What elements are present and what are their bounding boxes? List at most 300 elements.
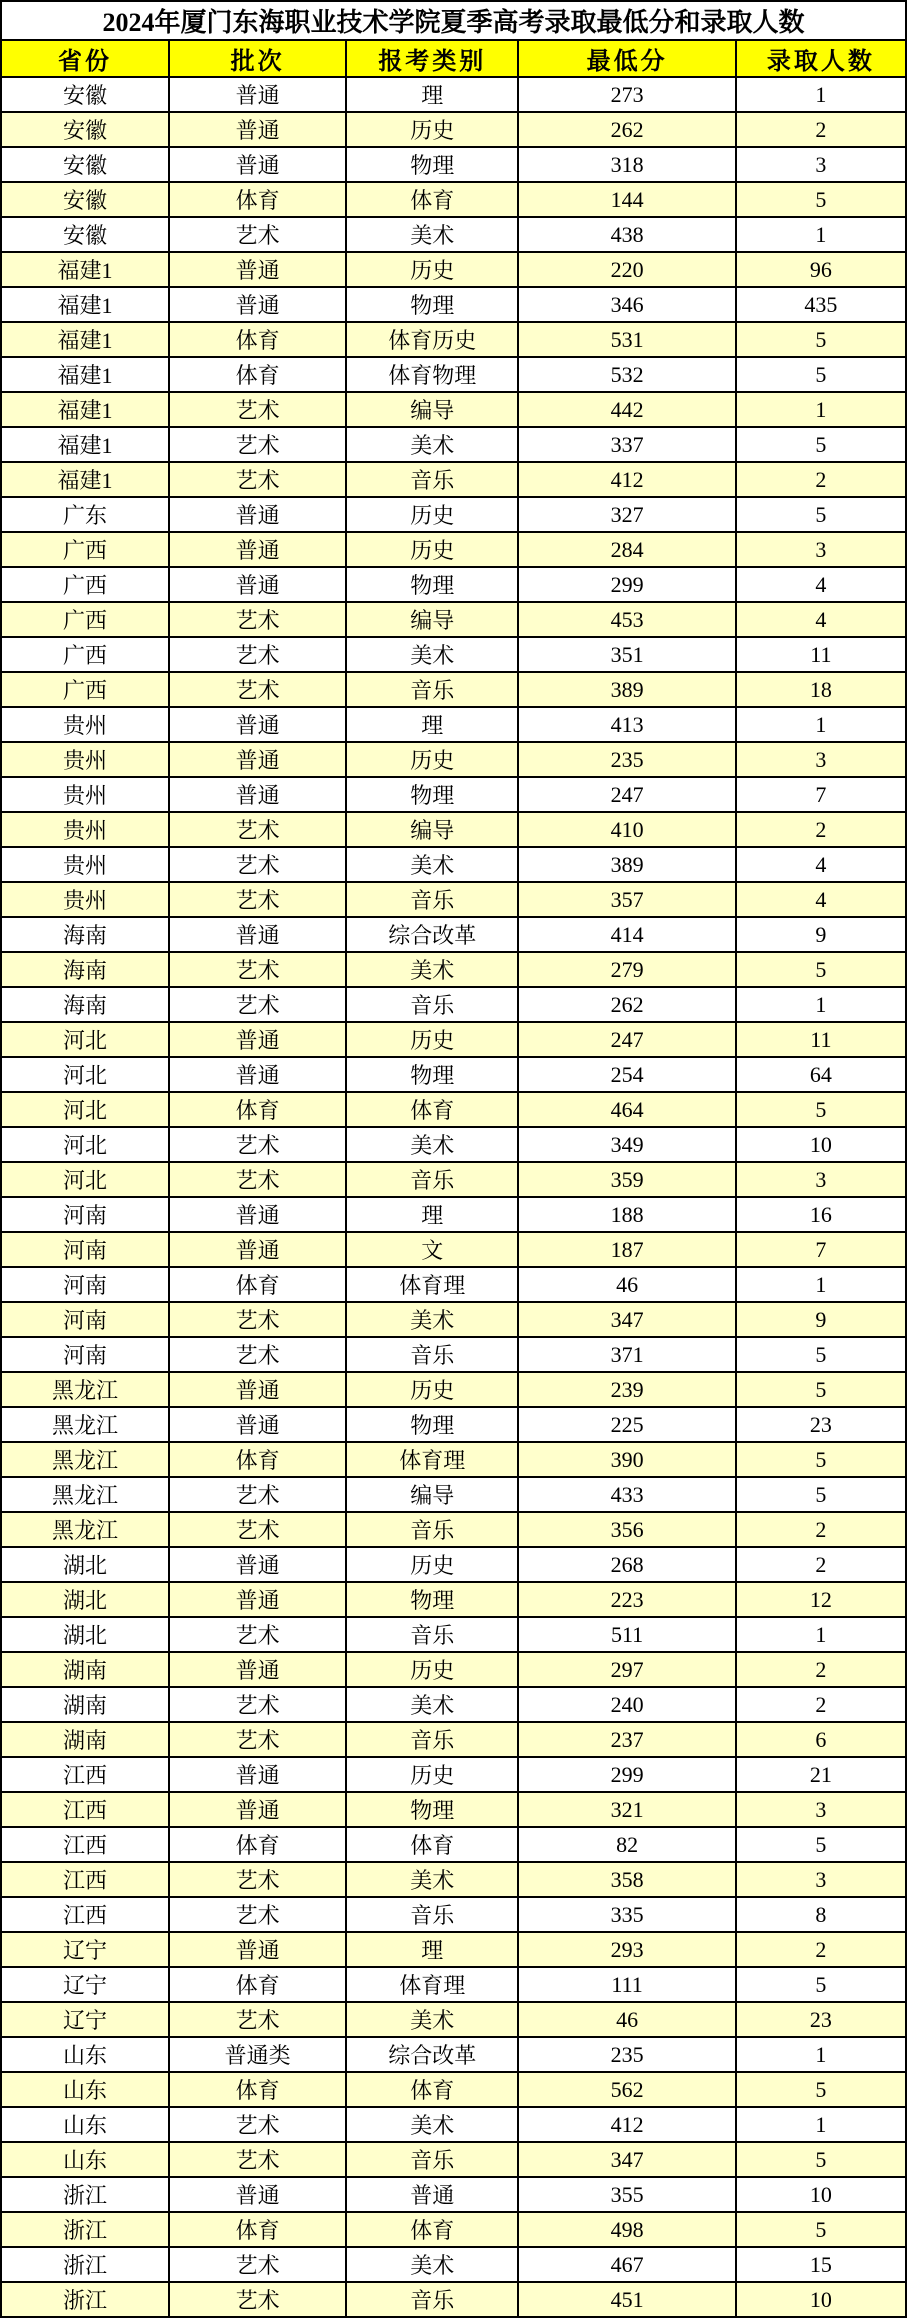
cell-batch: 艺术 [169,1337,346,1372]
cell-province: 山东 [1,2142,169,2177]
cell-admit-count: 5 [736,2072,906,2107]
cell-min-score: 335 [518,1897,735,1932]
cell-province: 黑龙江 [1,1407,169,1442]
cell-batch: 艺术 [169,2282,346,2317]
cell-province: 广西 [1,672,169,707]
cell-batch: 艺术 [169,847,346,882]
table-row [1,1722,906,1757]
cell-batch: 艺术 [169,392,346,427]
table-row [1,742,906,777]
cell-batch: 普通 [169,2177,346,2212]
cell-min-score: 225 [518,1407,735,1442]
cell-province: 安徽 [1,217,169,252]
cell-province: 安徽 [1,77,169,112]
cell-batch: 体育 [169,1267,346,1302]
table-row [1,1337,906,1372]
column-header-admit-count: 录取人数 [736,40,906,77]
column-header-min-score: 最低分 [518,40,735,77]
table-row [1,567,906,602]
cell-min-score: 46 [518,1267,735,1302]
cell-province: 河南 [1,1267,169,1302]
cell-admit-count: 5 [736,322,906,357]
cell-category: 理 [346,77,518,112]
cell-batch: 普通 [169,532,346,567]
cell-province: 江西 [1,1897,169,1932]
cell-admit-count: 3 [736,1862,906,1897]
cell-min-score: 262 [518,112,735,147]
table-row [1,2037,906,2072]
table-row [1,952,906,987]
cell-admit-count: 18 [736,672,906,707]
cell-batch: 艺术 [169,1477,346,1512]
column-header-category: 报考类别 [346,40,518,77]
table-row [1,1302,906,1337]
cell-min-score: 187 [518,1232,735,1267]
cell-batch: 艺术 [169,1617,346,1652]
cell-admit-count: 5 [736,1442,906,1477]
cell-min-score: 297 [518,1652,735,1687]
cell-category: 音乐 [346,1512,518,1547]
cell-admit-count: 1 [736,1267,906,1302]
cell-category: 物理 [346,287,518,322]
table-row [1,217,906,252]
table-row [1,1652,906,1687]
cell-admit-count: 9 [736,917,906,952]
cell-batch: 艺术 [169,1687,346,1722]
cell-batch: 普通 [169,1757,346,1792]
table-row [1,2177,906,2212]
cell-admit-count: 3 [736,742,906,777]
cell-min-score: 279 [518,952,735,987]
cell-batch: 艺术 [169,882,346,917]
cell-admit-count: 2 [736,462,906,497]
cell-category: 历史 [346,1652,518,1687]
cell-admit-count: 5 [736,497,906,532]
cell-category: 理 [346,1932,518,1967]
cell-batch: 普通 [169,1232,346,1267]
cell-category: 物理 [346,1407,518,1442]
cell-admit-count: 5 [736,1827,906,1862]
cell-min-score: 347 [518,2142,735,2177]
cell-province: 山东 [1,2107,169,2142]
table-row [1,637,906,672]
cell-batch: 艺术 [169,1722,346,1757]
cell-province: 福建1 [1,357,169,392]
cell-min-score: 144 [518,182,735,217]
cell-category: 美术 [346,2247,518,2282]
cell-province: 黑龙江 [1,1477,169,1512]
cell-min-score: 433 [518,1477,735,1512]
cell-min-score: 268 [518,1547,735,1582]
cell-admit-count: 2 [736,1932,906,1967]
table-row [1,1127,906,1162]
cell-province: 辽宁 [1,1932,169,1967]
cell-batch: 普通 [169,707,346,742]
cell-province: 湖南 [1,1687,169,1722]
cell-category: 历史 [346,532,518,567]
cell-category: 历史 [346,112,518,147]
cell-min-score: 235 [518,2037,735,2072]
table-row [1,2072,906,2107]
cell-province: 河北 [1,1127,169,1162]
cell-admit-count: 10 [736,2177,906,2212]
cell-batch: 普通 [169,567,346,602]
cell-admit-count: 435 [736,287,906,322]
cell-admit-count: 4 [736,847,906,882]
cell-category: 音乐 [346,462,518,497]
table-row [1,882,906,917]
cell-admit-count: 4 [736,602,906,637]
cell-batch: 普通 [169,287,346,322]
cell-category: 物理 [346,147,518,182]
cell-province: 河南 [1,1302,169,1337]
table-row [1,287,906,322]
table-row [1,497,906,532]
cell-batch: 普通 [169,1932,346,1967]
cell-admit-count: 2 [736,112,906,147]
cell-batch: 艺术 [169,1512,346,1547]
cell-admit-count: 1 [736,707,906,742]
cell-batch: 体育 [169,1827,346,1862]
cell-province: 湖北 [1,1582,169,1617]
cell-admit-count: 5 [736,1372,906,1407]
cell-batch: 普通 [169,1792,346,1827]
cell-category: 历史 [346,252,518,287]
cell-admit-count: 5 [736,182,906,217]
cell-category: 综合改革 [346,917,518,952]
cell-min-score: 467 [518,2247,735,2282]
cell-province: 广西 [1,532,169,567]
cell-admit-count: 5 [736,1477,906,1512]
cell-admit-count: 16 [736,1197,906,1232]
cell-admit-count: 96 [736,252,906,287]
cell-province: 山东 [1,2037,169,2072]
column-header-batch: 批次 [169,40,346,77]
cell-min-score: 46 [518,2002,735,2037]
cell-admit-count: 4 [736,882,906,917]
table-row [1,1162,906,1197]
table-row [1,1897,906,1932]
cell-category: 美术 [346,952,518,987]
cell-min-score: 337 [518,427,735,462]
cell-category: 音乐 [346,882,518,917]
cell-min-score: 262 [518,987,735,1022]
cell-batch: 艺术 [169,1127,346,1162]
table-row [1,1512,906,1547]
cell-batch: 普通 [169,1372,346,1407]
cell-category: 体育 [346,1092,518,1127]
cell-province: 黑龙江 [1,1512,169,1547]
cell-batch: 普通 [169,1582,346,1617]
cell-category: 体育理 [346,1267,518,1302]
cell-admit-count: 2 [736,1687,906,1722]
cell-min-score: 410 [518,812,735,847]
cell-category: 历史 [346,742,518,777]
cell-category: 体育理 [346,1442,518,1477]
cell-admit-count: 2 [736,812,906,847]
cell-batch: 艺术 [169,2142,346,2177]
cell-min-score: 321 [518,1792,735,1827]
cell-province: 贵州 [1,707,169,742]
cell-batch: 艺术 [169,1862,346,1897]
cell-min-score: 453 [518,602,735,637]
cell-category: 美术 [346,427,518,462]
cell-province: 安徽 [1,182,169,217]
cell-category: 美术 [346,1302,518,1337]
cell-batch: 普通 [169,1547,346,1582]
cell-admit-count: 8 [736,1897,906,1932]
table-row [1,2142,906,2177]
table-row [1,1617,906,1652]
cell-admit-count: 1 [736,392,906,427]
cell-min-score: 498 [518,2212,735,2247]
table-row [1,1547,906,1582]
cell-min-score: 247 [518,1022,735,1057]
cell-batch: 体育 [169,357,346,392]
cell-min-score: 346 [518,287,735,322]
table-row [1,1022,906,1057]
cell-batch: 艺术 [169,427,346,462]
table-row [1,917,906,952]
cell-admit-count: 4 [736,567,906,602]
table-row [1,427,906,462]
cell-batch: 体育 [169,1092,346,1127]
cell-min-score: 389 [518,847,735,882]
cell-category: 编导 [346,1477,518,1512]
cell-admit-count: 5 [736,1337,906,1372]
cell-admit-count: 11 [736,1022,906,1057]
cell-category: 编导 [346,392,518,427]
cell-min-score: 390 [518,1442,735,1477]
cell-batch: 普通 [169,742,346,777]
cell-province: 广西 [1,602,169,637]
cell-admit-count: 1 [736,77,906,112]
table-row [1,2002,906,2037]
cell-admit-count: 64 [736,1057,906,1092]
cell-batch: 体育 [169,182,346,217]
cell-min-score: 293 [518,1932,735,1967]
cell-min-score: 357 [518,882,735,917]
table-row [1,777,906,812]
cell-province: 湖北 [1,1547,169,1582]
cell-province: 海南 [1,917,169,952]
cell-province: 福建1 [1,392,169,427]
table-row [1,987,906,1022]
table-row [1,1197,906,1232]
cell-min-score: 284 [518,532,735,567]
table-row [1,1092,906,1127]
table-row [1,812,906,847]
cell-province: 辽宁 [1,1967,169,2002]
cell-category: 美术 [346,2107,518,2142]
cell-admit-count: 3 [736,1162,906,1197]
cell-province: 广西 [1,637,169,672]
cell-admit-count: 2 [736,1547,906,1582]
cell-admit-count: 11 [736,637,906,672]
cell-min-score: 223 [518,1582,735,1617]
cell-batch: 艺术 [169,602,346,637]
cell-batch: 普通 [169,1022,346,1057]
cell-min-score: 532 [518,357,735,392]
cell-min-score: 237 [518,1722,735,1757]
cell-category: 历史 [346,1757,518,1792]
cell-min-score: 359 [518,1162,735,1197]
table-row [1,1792,906,1827]
cell-province: 河南 [1,1197,169,1232]
cell-province: 河北 [1,1092,169,1127]
cell-batch: 艺术 [169,1302,346,1337]
cell-min-score: 358 [518,1862,735,1897]
cell-province: 安徽 [1,112,169,147]
cell-category: 音乐 [346,1897,518,1932]
cell-province: 河北 [1,1022,169,1057]
cell-admit-count: 1 [736,987,906,1022]
cell-batch: 艺术 [169,1162,346,1197]
cell-min-score: 414 [518,917,735,952]
column-header-province: 省份 [1,40,169,77]
cell-category: 音乐 [346,1617,518,1652]
cell-batch: 普通 [169,112,346,147]
cell-min-score: 299 [518,1757,735,1792]
cell-min-score: 356 [518,1512,735,1547]
cell-category: 音乐 [346,2142,518,2177]
cell-category: 音乐 [346,1162,518,1197]
cell-category: 音乐 [346,2282,518,2317]
table-row [1,252,906,287]
table-row [1,532,906,567]
cell-category: 普通 [346,2177,518,2212]
cell-min-score: 254 [518,1057,735,1092]
cell-province: 浙江 [1,2282,169,2317]
cell-batch: 普通 [169,77,346,112]
cell-province: 河南 [1,1337,169,1372]
cell-min-score: 438 [518,217,735,252]
cell-category: 体育物理 [346,357,518,392]
cell-admit-count: 21 [736,1757,906,1792]
table-row [1,357,906,392]
table-row [1,147,906,182]
cell-category: 体育历史 [346,322,518,357]
cell-category: 体育 [346,1827,518,1862]
cell-category: 理 [346,1197,518,1232]
table-row [1,672,906,707]
cell-province: 福建1 [1,252,169,287]
header-row [1,40,906,77]
cell-min-score: 327 [518,497,735,532]
cell-min-score: 188 [518,1197,735,1232]
cell-province: 安徽 [1,147,169,182]
cell-admit-count: 23 [736,1407,906,1442]
cell-category: 美术 [346,217,518,252]
table-row [1,1232,906,1267]
cell-category: 体育 [346,182,518,217]
cell-category: 物理 [346,777,518,812]
cell-province: 贵州 [1,812,169,847]
cell-admit-count: 9 [736,1302,906,1337]
cell-min-score: 562 [518,2072,735,2107]
table-row [1,1582,906,1617]
cell-batch: 体育 [169,1967,346,2002]
cell-batch: 艺术 [169,987,346,1022]
cell-category: 编导 [346,812,518,847]
cell-min-score: 413 [518,707,735,742]
cell-province: 河南 [1,1232,169,1267]
cell-admit-count: 5 [736,357,906,392]
cell-province: 辽宁 [1,2002,169,2037]
table-row [1,392,906,427]
cell-admit-count: 5 [736,1967,906,2002]
cell-min-score: 451 [518,2282,735,2317]
cell-min-score: 247 [518,777,735,812]
cell-admit-count: 5 [736,427,906,462]
table-row [1,1407,906,1442]
cell-min-score: 355 [518,2177,735,2212]
cell-batch: 体育 [169,1442,346,1477]
cell-admit-count: 1 [736,217,906,252]
table-row [1,1862,906,1897]
cell-admit-count: 1 [736,2107,906,2142]
cell-province: 江西 [1,1757,169,1792]
cell-min-score: 351 [518,637,735,672]
cell-province: 江西 [1,1827,169,1862]
cell-min-score: 240 [518,1687,735,1722]
cell-admit-count: 5 [736,952,906,987]
cell-admit-count: 12 [736,1582,906,1617]
cell-min-score: 349 [518,1127,735,1162]
cell-admit-count: 7 [736,777,906,812]
cell-province: 浙江 [1,2212,169,2247]
cell-admit-count: 1 [736,1617,906,1652]
cell-admit-count: 10 [736,1127,906,1162]
cell-province: 福建1 [1,287,169,322]
cell-batch: 普通 [169,1197,346,1232]
cell-batch: 体育 [169,2072,346,2107]
cell-category: 历史 [346,497,518,532]
cell-province: 河北 [1,1162,169,1197]
cell-category: 体育 [346,2072,518,2107]
table-row [1,182,906,217]
table-row [1,2247,906,2282]
cell-batch: 艺术 [169,462,346,497]
cell-category: 美术 [346,847,518,882]
table-row [1,847,906,882]
cell-admit-count: 3 [736,532,906,567]
table-row [1,1687,906,1722]
cell-batch: 艺术 [169,2107,346,2142]
cell-batch: 艺术 [169,812,346,847]
cell-province: 广东 [1,497,169,532]
cell-province: 福建1 [1,462,169,497]
cell-min-score: 111 [518,1967,735,2002]
cell-batch: 普通 [169,1057,346,1092]
cell-admit-count: 6 [736,1722,906,1757]
cell-min-score: 511 [518,1617,735,1652]
cell-admit-count: 10 [736,2282,906,2317]
cell-category: 音乐 [346,672,518,707]
cell-admit-count: 2 [736,1512,906,1547]
cell-batch: 普通类 [169,2037,346,2072]
cell-province: 浙江 [1,2177,169,2212]
cell-batch: 普通 [169,497,346,532]
table-row [1,2282,906,2317]
cell-admit-count: 5 [736,2212,906,2247]
cell-province: 河北 [1,1057,169,1092]
cell-min-score: 318 [518,147,735,182]
table-row [1,1827,906,1862]
cell-province: 黑龙江 [1,1372,169,1407]
cell-min-score: 371 [518,1337,735,1372]
cell-province: 浙江 [1,2247,169,2282]
